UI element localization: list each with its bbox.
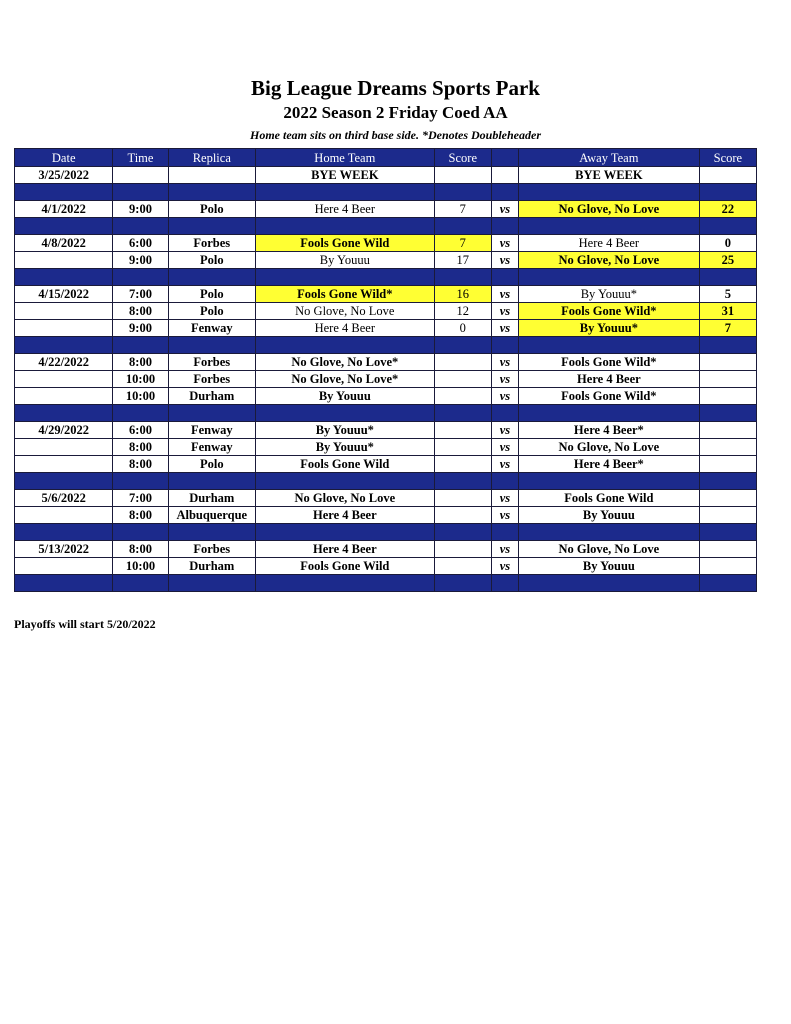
separator-cell <box>434 473 491 490</box>
table-row <box>15 456 757 473</box>
away-team-cell: No Glove, No Love <box>519 252 700 269</box>
home-score-cell: 0 <box>434 320 491 337</box>
away-score-cell <box>699 388 756 405</box>
separator-cell <box>255 269 434 286</box>
separator-cell <box>434 405 491 422</box>
date-cell <box>15 507 113 524</box>
header-away-team: Away Team <box>519 149 700 167</box>
home-score-cell <box>434 371 491 388</box>
time-cell: 8:00 <box>113 507 168 524</box>
date-cell <box>15 303 113 320</box>
away-team-cell: Here 4 Beer <box>519 371 700 388</box>
home-score-cell <box>434 388 491 405</box>
time-cell: 7:00 <box>113 490 168 507</box>
vs-cell <box>491 167 518 184</box>
home-team-cell: Here 4 Beer <box>255 320 434 337</box>
away-score-cell <box>699 558 756 575</box>
away-score-cell <box>699 371 756 388</box>
separator-cell <box>434 337 491 354</box>
separator-cell <box>113 473 168 490</box>
home-score-cell <box>434 541 491 558</box>
table-row <box>15 320 757 337</box>
away-team-cell: No Glove, No Love <box>519 201 700 218</box>
week-separator-row <box>15 575 757 592</box>
separator-cell <box>113 184 168 201</box>
replica-cell: Forbes <box>168 354 255 371</box>
bye-week-row <box>15 167 757 184</box>
away-score-cell: 22 <box>699 201 756 218</box>
vs-cell: vs <box>491 558 518 575</box>
replica-cell: Forbes <box>168 541 255 558</box>
table-row <box>15 422 757 439</box>
home-score-cell <box>434 439 491 456</box>
table-row <box>15 354 757 371</box>
separator-cell <box>519 218 700 235</box>
separator-cell <box>519 473 700 490</box>
away-team-cell: No Glove, No Love <box>519 541 700 558</box>
date-cell <box>15 439 113 456</box>
separator-cell <box>434 269 491 286</box>
separator-cell <box>491 337 518 354</box>
separator-cell <box>113 337 168 354</box>
home-team-cell: No Glove, No Love* <box>255 371 434 388</box>
date-cell: 4/8/2022 <box>15 235 113 252</box>
home-team-cell: By Youuu <box>255 252 434 269</box>
table-row <box>15 201 757 218</box>
separator-cell <box>699 184 756 201</box>
date-cell <box>15 456 113 473</box>
table-row <box>15 235 757 252</box>
separator-cell <box>255 337 434 354</box>
separator-cell <box>168 575 255 592</box>
home-team-cell: Fools Gone Wild <box>255 558 434 575</box>
away-team-cell: Here 4 Beer* <box>519 456 700 473</box>
date-cell <box>15 320 113 337</box>
separator-cell <box>491 575 518 592</box>
replica-cell: Polo <box>168 252 255 269</box>
away-score-cell <box>699 507 756 524</box>
home-score-cell <box>434 422 491 439</box>
away-score-cell <box>699 167 756 184</box>
away-team-cell: Fools Gone Wild* <box>519 388 700 405</box>
vs-cell: vs <box>491 439 518 456</box>
replica-cell: Forbes <box>168 235 255 252</box>
header-time: Time <box>113 149 168 167</box>
replica-cell: Durham <box>168 388 255 405</box>
date-cell: 4/15/2022 <box>15 286 113 303</box>
table-row <box>15 252 757 269</box>
time-cell: 9:00 <box>113 252 168 269</box>
away-team-cell: Fools Gone Wild <box>519 490 700 507</box>
home-score-cell <box>434 558 491 575</box>
header-vs <box>491 149 518 167</box>
date-cell: 5/13/2022 <box>15 541 113 558</box>
replica-cell: Polo <box>168 303 255 320</box>
away-score-cell: 0 <box>699 235 756 252</box>
separator-cell <box>113 405 168 422</box>
home-score-cell <box>434 490 491 507</box>
home-score-cell <box>434 354 491 371</box>
separator-cell <box>491 218 518 235</box>
vs-cell: vs <box>491 354 518 371</box>
separator-cell <box>699 524 756 541</box>
date-cell: 4/1/2022 <box>15 201 113 218</box>
separator-cell <box>113 524 168 541</box>
table-row <box>15 371 757 388</box>
home-team-cell: Here 4 Beer <box>255 201 434 218</box>
home-team-cell: By Youuu* <box>255 422 434 439</box>
replica-cell: Durham <box>168 558 255 575</box>
home-team-cell: No Glove, No Love* <box>255 354 434 371</box>
separator-cell <box>15 473 113 490</box>
away-score-cell <box>699 354 756 371</box>
away-team-cell: Here 4 Beer* <box>519 422 700 439</box>
away-score-cell <box>699 541 756 558</box>
page-subtitle: 2022 Season 2 Friday Coed AA <box>283 103 508 122</box>
table-row <box>15 541 757 558</box>
separator-cell <box>255 218 434 235</box>
table-row <box>15 286 757 303</box>
separator-cell <box>168 524 255 541</box>
schedule-table <box>14 148 757 592</box>
away-score-cell: 25 <box>699 252 756 269</box>
header-date: Date <box>15 149 113 167</box>
replica-cell: Albuquerque <box>168 507 255 524</box>
vs-cell: vs <box>491 286 518 303</box>
home-score-cell: 7 <box>434 201 491 218</box>
replica-cell: Forbes <box>168 371 255 388</box>
separator-cell <box>491 473 518 490</box>
home-team-cell: Fools Gone Wild <box>255 235 434 252</box>
separator-cell <box>699 269 756 286</box>
away-score-cell: 5 <box>699 286 756 303</box>
away-score-cell <box>699 439 756 456</box>
vs-cell: vs <box>491 252 518 269</box>
home-team-cell: Fools Gone Wild <box>255 456 434 473</box>
vs-cell: vs <box>491 541 518 558</box>
time-cell: 8:00 <box>113 439 168 456</box>
date-cell <box>15 388 113 405</box>
away-score-cell <box>699 456 756 473</box>
separator-cell <box>15 575 113 592</box>
home-team-cell: By Youuu* <box>255 439 434 456</box>
schedule-body <box>15 167 757 592</box>
away-score-cell: 7 <box>699 320 756 337</box>
home-score-cell: 16 <box>434 286 491 303</box>
separator-cell <box>168 337 255 354</box>
separator-cell <box>434 575 491 592</box>
vs-cell: vs <box>491 507 518 524</box>
vs-cell: vs <box>491 235 518 252</box>
table-row <box>15 507 757 524</box>
home-score-cell <box>434 456 491 473</box>
time-cell: 8:00 <box>113 303 168 320</box>
header-replica: Replica <box>168 149 255 167</box>
header-away-score: Score <box>699 149 756 167</box>
vs-cell: vs <box>491 371 518 388</box>
separator-cell <box>168 218 255 235</box>
home-team-cell: Here 4 Beer <box>255 541 434 558</box>
replica-cell: Fenway <box>168 320 255 337</box>
separator-cell <box>255 184 434 201</box>
date-cell: 4/22/2022 <box>15 354 113 371</box>
separator-cell <box>168 405 255 422</box>
home-team-cell: BYE WEEK <box>255 167 434 184</box>
time-cell <box>113 167 168 184</box>
separator-cell <box>519 405 700 422</box>
time-cell: 6:00 <box>113 235 168 252</box>
table-row <box>15 388 757 405</box>
away-score-cell <box>699 422 756 439</box>
home-team-cell: No Glove, No Love <box>255 303 434 320</box>
home-team-cell: Fools Gone Wild* <box>255 286 434 303</box>
separator-cell <box>168 269 255 286</box>
week-separator-row <box>15 269 757 286</box>
separator-cell <box>255 473 434 490</box>
vs-cell: vs <box>491 456 518 473</box>
separator-cell <box>168 473 255 490</box>
vs-cell: vs <box>491 388 518 405</box>
table-row <box>15 439 757 456</box>
date-cell <box>15 252 113 269</box>
replica-cell: Polo <box>168 201 255 218</box>
time-cell: 8:00 <box>113 456 168 473</box>
date-cell: 4/29/2022 <box>15 422 113 439</box>
separator-cell <box>15 337 113 354</box>
separator-cell <box>699 575 756 592</box>
time-cell: 9:00 <box>113 201 168 218</box>
separator-cell <box>519 524 700 541</box>
time-cell: 8:00 <box>113 354 168 371</box>
away-score-cell: 31 <box>699 303 756 320</box>
separator-cell <box>168 184 255 201</box>
time-cell: 10:00 <box>113 371 168 388</box>
separator-cell <box>519 184 700 201</box>
home-score-cell: 7 <box>434 235 491 252</box>
home-score-cell: 12 <box>434 303 491 320</box>
date-cell <box>15 558 113 575</box>
time-cell: 7:00 <box>113 286 168 303</box>
separator-cell <box>519 337 700 354</box>
week-separator-row <box>15 218 757 235</box>
date-cell <box>15 371 113 388</box>
separator-cell <box>491 269 518 286</box>
separator-cell <box>699 218 756 235</box>
header-home-score: Score <box>434 149 491 167</box>
away-team-cell: Fools Gone Wild* <box>519 354 700 371</box>
table-header-row <box>15 149 757 167</box>
away-team-cell: By Youuu <box>519 507 700 524</box>
separator-cell <box>491 184 518 201</box>
header-home-team: Home Team <box>255 149 434 167</box>
time-cell: 10:00 <box>113 558 168 575</box>
page-title: Big League Dreams Sports Park <box>251 76 540 100</box>
separator-cell <box>255 575 434 592</box>
separator-cell <box>15 405 113 422</box>
separator-cell <box>255 524 434 541</box>
time-cell: 6:00 <box>113 422 168 439</box>
away-team-cell: Fools Gone Wild* <box>519 303 700 320</box>
date-cell: 5/6/2022 <box>15 490 113 507</box>
vs-cell: vs <box>491 303 518 320</box>
separator-cell <box>113 218 168 235</box>
vs-cell: vs <box>491 201 518 218</box>
date-cell: 3/25/2022 <box>15 167 113 184</box>
separator-cell <box>434 184 491 201</box>
table-row <box>15 490 757 507</box>
vs-cell: vs <box>491 490 518 507</box>
separator-cell <box>699 337 756 354</box>
away-team-cell: No Glove, No Love <box>519 439 700 456</box>
away-score-cell <box>699 490 756 507</box>
week-separator-row <box>15 405 757 422</box>
separator-cell <box>699 405 756 422</box>
separator-cell <box>113 575 168 592</box>
week-separator-row <box>15 524 757 541</box>
separator-cell <box>491 524 518 541</box>
vs-cell: vs <box>491 320 518 337</box>
home-score-cell: 17 <box>434 252 491 269</box>
home-team-cell: No Glove, No Love <box>255 490 434 507</box>
separator-cell <box>15 184 113 201</box>
vs-cell: vs <box>491 422 518 439</box>
schedule-note: Home team sits on third base side. *Denotes Doubleheader <box>250 128 541 142</box>
replica-cell: Polo <box>168 456 255 473</box>
home-team-cell: Here 4 Beer <box>255 507 434 524</box>
separator-cell <box>491 405 518 422</box>
separator-cell <box>519 269 700 286</box>
home-score-cell <box>434 167 491 184</box>
away-team-cell: Here 4 Beer <box>519 235 700 252</box>
home-team-cell: By Youuu <box>255 388 434 405</box>
time-cell: 9:00 <box>113 320 168 337</box>
replica-cell: Durham <box>168 490 255 507</box>
away-team-cell: By Youuu <box>519 558 700 575</box>
replica-cell: Polo <box>168 286 255 303</box>
away-team-cell: By Youuu* <box>519 320 700 337</box>
separator-cell <box>15 524 113 541</box>
week-separator-row <box>15 473 757 490</box>
away-team-cell: By Youuu* <box>519 286 700 303</box>
replica-cell <box>168 167 255 184</box>
separator-cell <box>15 269 113 286</box>
separator-cell <box>699 473 756 490</box>
table-row <box>15 558 757 575</box>
separator-cell <box>15 218 113 235</box>
replica-cell: Fenway <box>168 439 255 456</box>
separator-cell <box>434 524 491 541</box>
week-separator-row <box>15 337 757 354</box>
table-row <box>15 303 757 320</box>
separator-cell <box>255 405 434 422</box>
separator-cell <box>519 575 700 592</box>
time-cell: 10:00 <box>113 388 168 405</box>
home-score-cell <box>434 507 491 524</box>
away-team-cell: BYE WEEK <box>519 167 700 184</box>
playoffs-note: Playoffs will start 5/20/2022 <box>14 617 156 631</box>
replica-cell: Fenway <box>168 422 255 439</box>
week-separator-row <box>15 184 757 201</box>
time-cell: 8:00 <box>113 541 168 558</box>
separator-cell <box>113 269 168 286</box>
separator-cell <box>434 218 491 235</box>
